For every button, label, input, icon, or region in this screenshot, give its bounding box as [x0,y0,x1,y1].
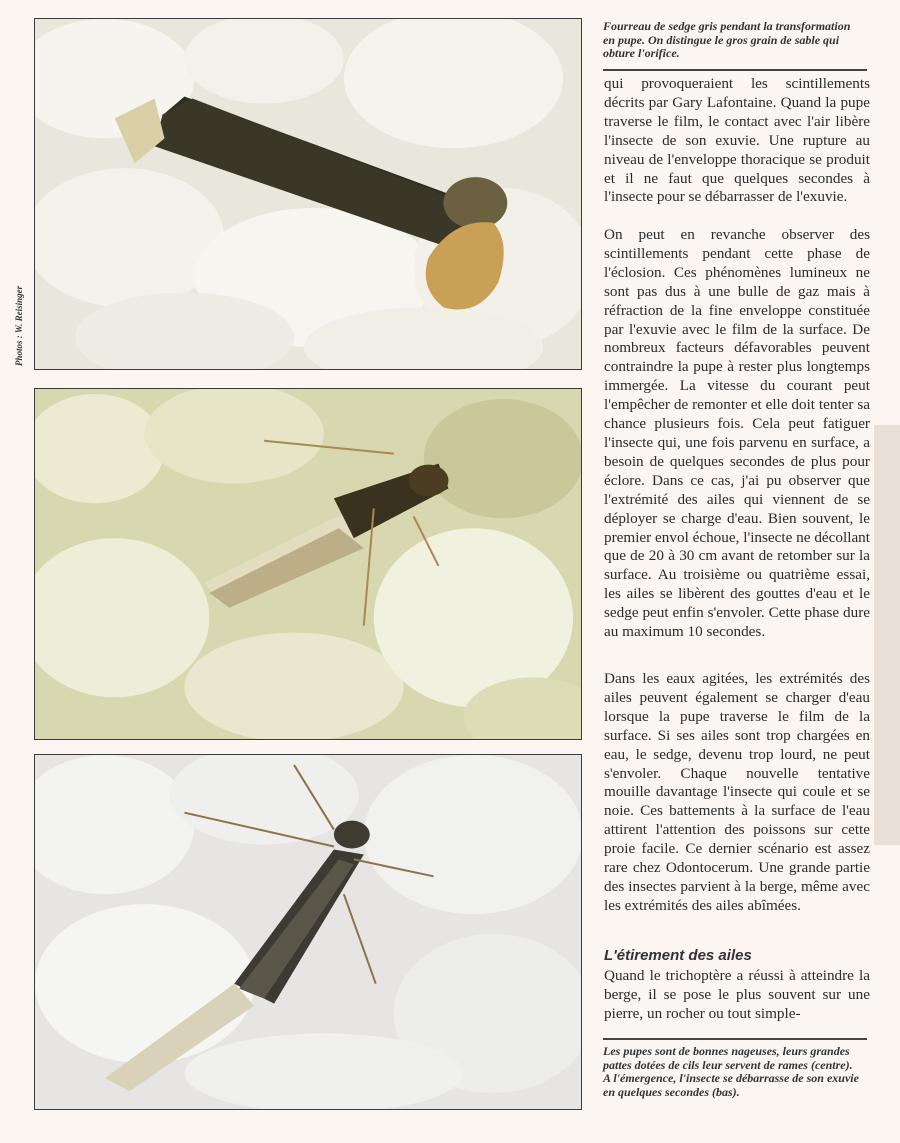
caption-bottom-line-2: A l'émergence, l'insecte se débarrasse de son exuvie en quelques secondes (bas). [603,1071,859,1099]
caption-bottom-line-1: Les pupes sont de bonnes nageuses, leurs grandes pattes dotées de cils leur servent de rames (centre). [603,1044,853,1072]
page-edge-shadow [874,425,900,845]
article-paragraph-4: Quand le trichoptère a réussi à atteindre la berge, il se pose le plus souvent sur une pierre, un rocher ou tout simple- [604,967,870,1022]
article-paragraph-2: On peut en revanche observer des scintillements pendant cette phase de l'éclosion. Ces phénomènes lumineux ne sont pas dus à une bulle de gaz mais à réfraction de la fine enveloppe constituée par l'exuvie avec le film de la surface. De nombreux facteurs défavorables peuvent contraindre la pupe à rester plus longtemps immergée. La vitesse du courant peut l'empêcher de remonter et elle doit tenter sa chance plusieurs fois. Cela peut fatiguer l'insecte qui, une fois parvenu en surface, a besoin de quelques secondes de plus pour éclore. Dans ce cas, j'ai pu observer que l'extrémité des ailes qui viennent de se déployer se charge d'eau. Bien souvent, le premier envol échoue, l'insecte ne décollant que de 20 à 30 cm avant de retomber sur la surface. Au troisième ou quatrième essai, les ailes se libèrent des gouttes d'eau et le sedge peut enfin s'envoler. Cette phase dure au maximum 10 secondes. [604,226,870,641]
subheading: L'étirement des ailes [604,947,752,964]
photo-caddis-case [34,18,582,370]
article-paragraph-3: Dans les eaux agitées, les extrémités des ailes peuvent également se charger d'eau lorsque la pupe traverse le film de la surface. Si ses ailes sont trop chargées en eau, le sedge, devenu trop lourd, ne peut s'envoler. Chaque nouvelle tentative mouille davantage l'insecte qui coule et se noie. Ces battements à la surface de l'eau attirent l'attention des poissons sur cette proie facile. Ce dernier scénario est assez rare chez Odontocerum. Une grande partie des insectes parvient à la berge, même avec les extrémités des ailes abîmées. [604,670,870,914]
article-paragraph-1: qui provoqueraient les scintillements décrits par Gary Lafontaine. Quand la pupe traverse le film, le contact avec l'air libère l'insecte de son exuvie. Une rupture au niveau de l'enveloppe thoracique se produit et il ne faut que quelques secondes à l'insecte pour se débarrasser de l'exuvie. [604,75,870,206]
caption-divider-bottom [603,1038,867,1040]
photo-swimming-pupa [34,388,582,740]
caption-top: Fourreau de sedge gris pendant la transformation en pupe. On distingue le gros grain de sable qui obture l'orifice. [603,19,851,60]
photo-emerging-adult [34,754,582,1110]
photo-credit: Photos : W. Reisinger [14,285,24,366]
caption-divider-top [603,69,867,71]
caption-bottom [603,1045,867,1099]
